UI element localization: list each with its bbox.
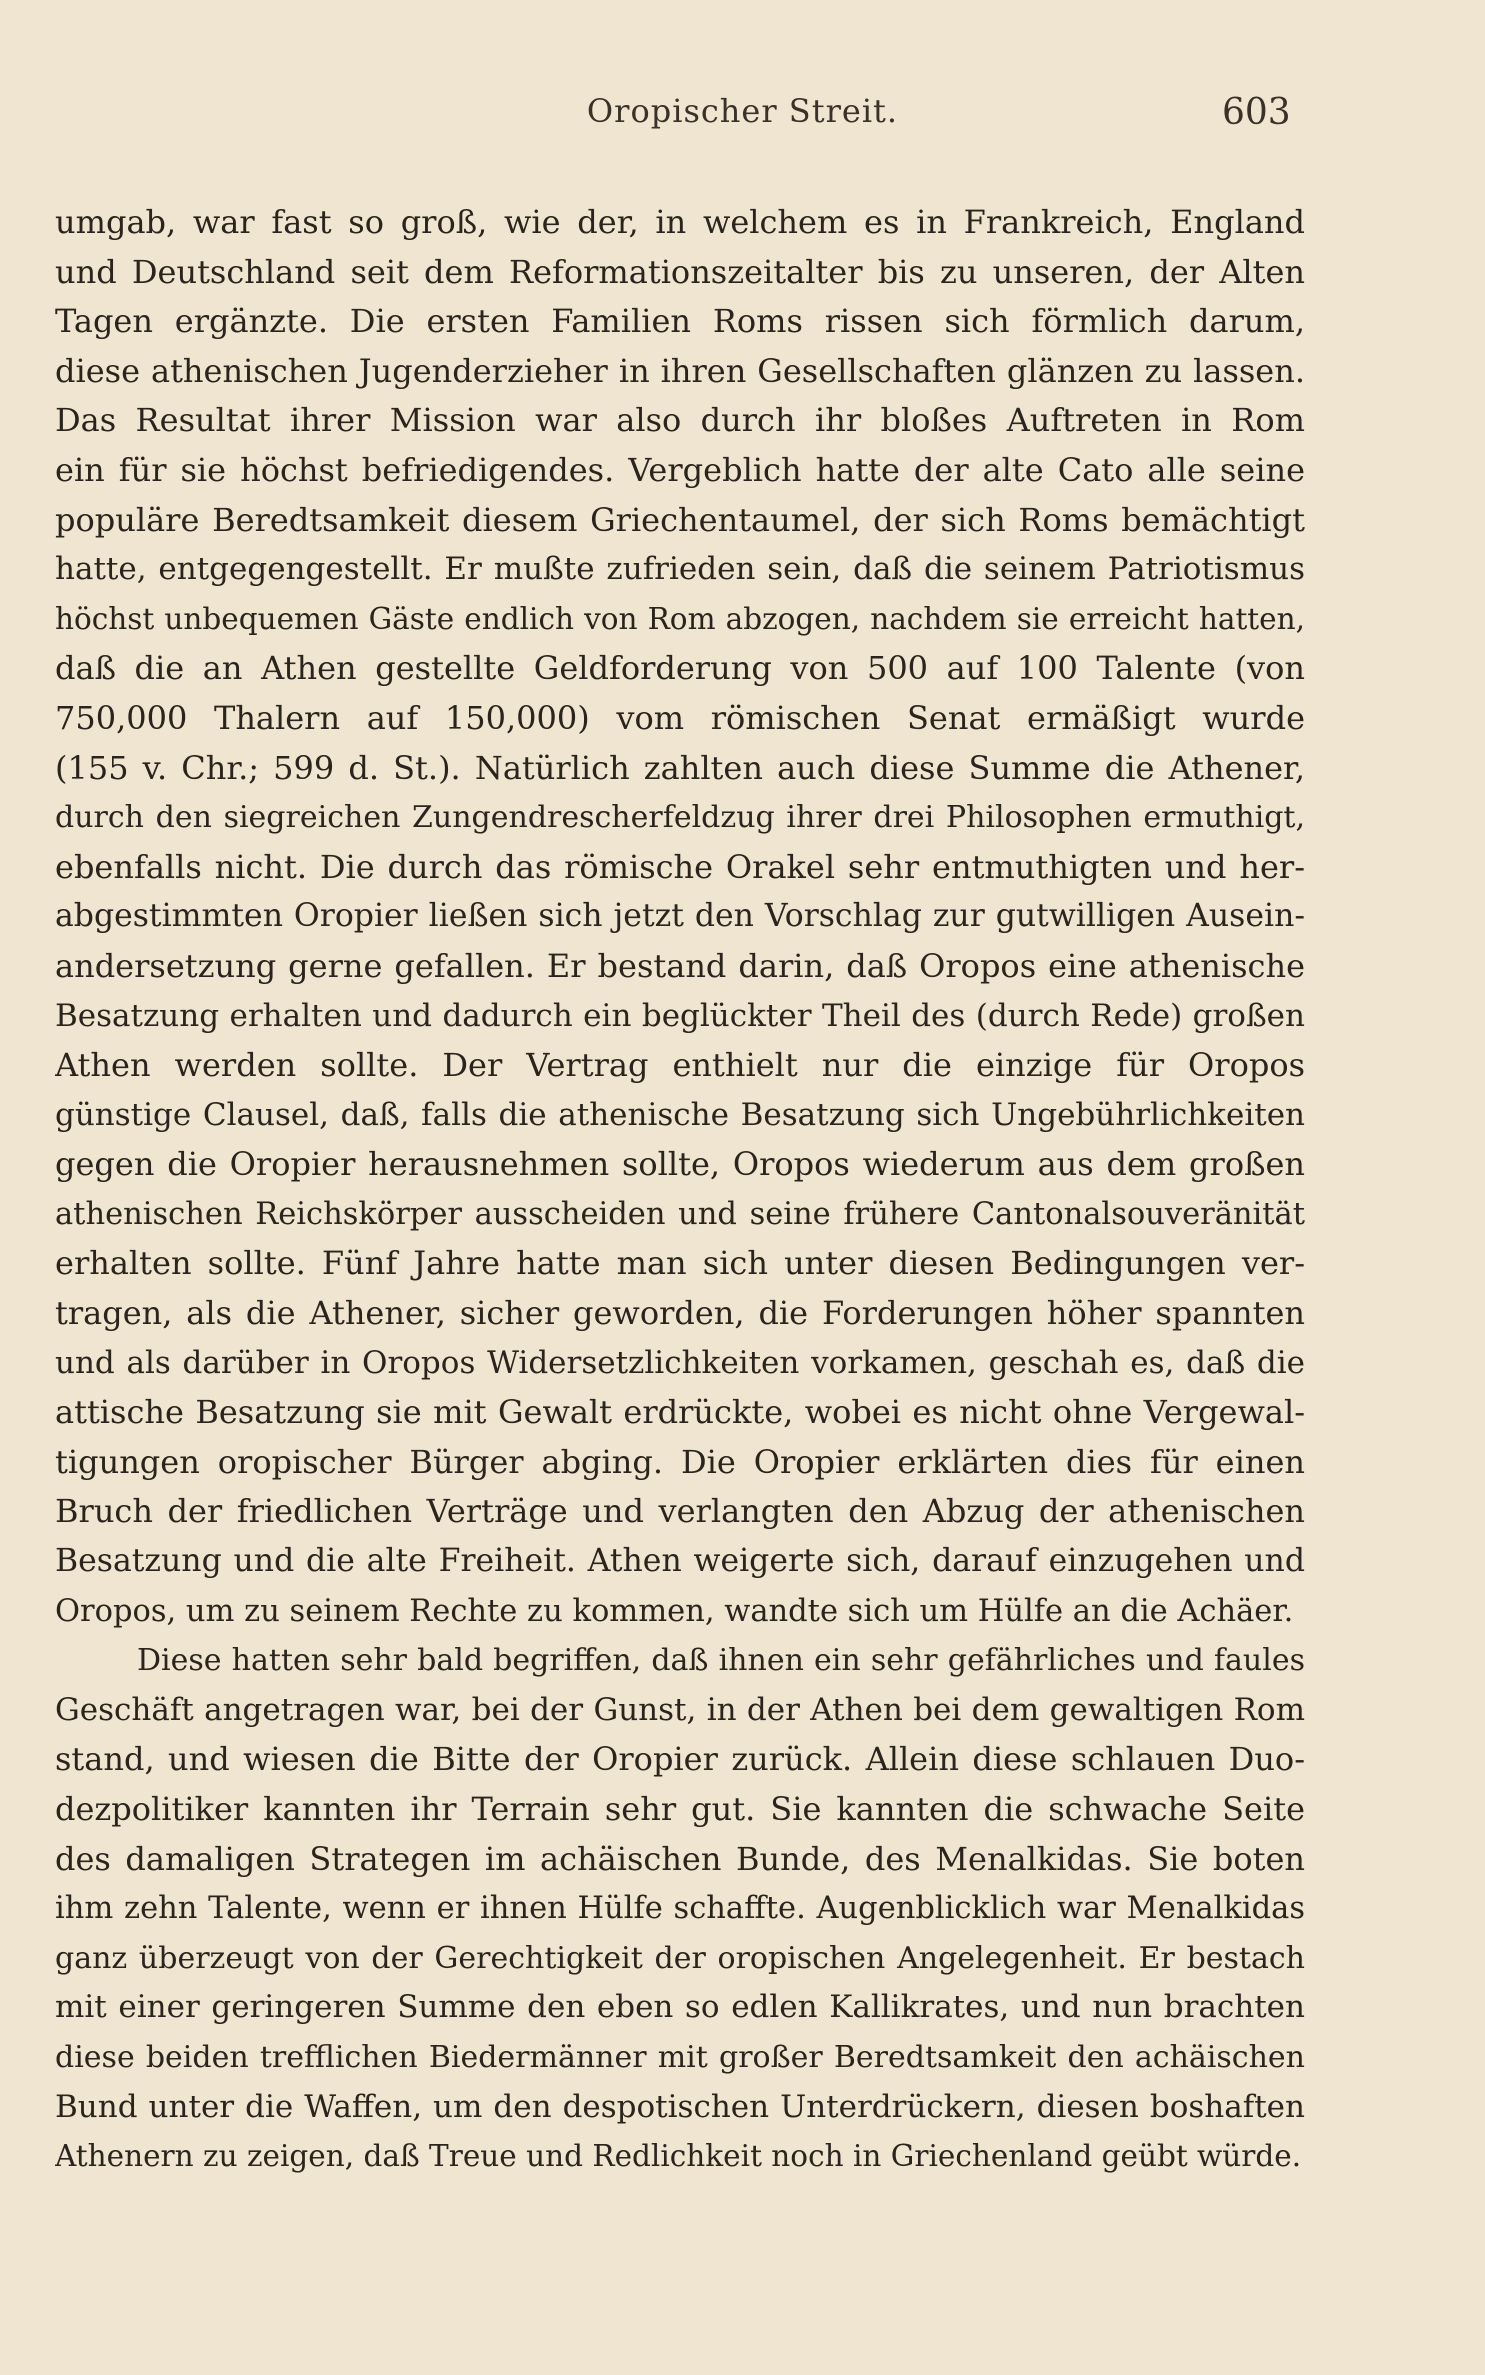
text-line: Oropos, um zu seinem Rechte zu kommen, wandte sich um Hülfe an die Achäer. xyxy=(55,1593,1294,1629)
text-line: attische Besatzung sie mit Gewalt erdrückte, wobei es nicht ohne Vergewal- xyxy=(55,1393,1305,1432)
text-line: 750,000 Thalern auf 150,000) vom römischen Senat ermäßigt wurde xyxy=(55,698,1305,737)
text-line: günstige Clausel, daß, falls die athenische Besatzung sich Ungebührlichkeiten xyxy=(55,1096,1305,1133)
text-line: Besatzung erhalten und dadurch ein beglückter Theil des (durch Rede) großen xyxy=(55,997,1305,1034)
text-line: durch den siegreichen Zungendrescherfeldzug ihrer drei Philosophen ermuthigt, xyxy=(55,800,1305,836)
text-line: Bruch der friedlichen Verträge und verlangten den Abzug der athenischen xyxy=(55,1492,1305,1531)
text-line: athenischen Reichskörper ausscheiden und seine frühere Cantonalsouveränität xyxy=(55,1196,1305,1232)
running-head: Oropischer Streit. xyxy=(586,92,899,130)
text-line: ebenfalls nicht. Die durch das römische Orakel sehr entmuthigten und her- xyxy=(55,847,1305,886)
text-line: diese beiden trefflichen Biedermänner mit großer Beredtsamkeit den achäischen xyxy=(55,2039,1305,2075)
text-line: mit einer geringeren Summe den eben so edlen Kallikrates, und nun brachten xyxy=(55,1989,1305,2026)
text-line: höchst unbequemen Gäste endlich von Rom abzogen, nachdem sie erreicht hatten, xyxy=(55,601,1305,636)
body-text xyxy=(55,198,1305,2182)
text-line: ganz überzeugt von der Gerechtigkeit der oropischen Angelegenheit. Er bestach xyxy=(55,1940,1305,1976)
text-line: tragen, als die Athener, sicher geworden, die Forderungen höher spannten xyxy=(55,1294,1305,1333)
text-line: erhalten sollte. Fünf Jahre hatte man sich unter diesen Bedingungen ver- xyxy=(55,1244,1305,1283)
text-line: Bund unter die Waffen, um den despotischen Unterdrückern, diesen boshaften xyxy=(55,2088,1305,2125)
page-number: 603 xyxy=(1222,92,1291,133)
paragraph-first-line: Diese hatten sehr bald begriffen, daß ihnen ein sehr gefährliches und faules xyxy=(137,1643,1305,1679)
text-line: gegen die Oropier herausnehmen sollte, Oropos wiederum aus dem großen xyxy=(55,1145,1305,1184)
text-line: umgab, war fast so groß, wie der, in welchem es in Frankreich, England xyxy=(55,203,1305,241)
text-line: (155 v. Chr.; 599 d. St.). Natürlich zahlten auch diese Summe die Athener, xyxy=(55,748,1305,787)
text-line: daß die an Athen gestellte Geldforderung von 500 auf 100 Talente (von xyxy=(55,649,1305,688)
text-line: abgestimmten Oropier ließen sich jetzt den Vorschlag zur gutwilligen Ausein- xyxy=(55,898,1305,935)
text-line: ein für sie höchst befriedigendes. Vergeblich hatte der alte Cato alle seine xyxy=(55,450,1305,489)
text-line: Geschäft angetragen war, bei der Gunst, in der Athen bei dem gewaltigen Rom xyxy=(55,1691,1305,1728)
text-line: und Deutschland seit dem Reformationszeitalter bis zu unseren, der Alten xyxy=(55,252,1305,291)
text-line: und als darüber in Oropos Widersetzlichkeiten vorkamen, geschah es, daß die xyxy=(55,1344,1305,1381)
text-line: hatte, entgegengestellt. Er mußte zufrieden sein, daß die seinem Patriotismus xyxy=(55,551,1305,588)
text-line: stand, und wiesen die Bitte der Oropier zurück. Allein diese schlauen Duo- xyxy=(55,1740,1305,1779)
text-line: Besatzung und die alte Freiheit. Athen weigerte sich, darauf einzugehen und xyxy=(55,1543,1305,1580)
text-line: Tagen ergänzte. Die ersten Familien Roms rissen sich förmlich darum, xyxy=(55,302,1305,341)
text-line: andersetzung gerne gefallen. Er bestand darin, daß Oropos eine athenische xyxy=(55,946,1305,985)
text-line: diese athenischen Jugenderzieher in ihren Gesellschaften glänzen zu lassen. xyxy=(55,351,1305,390)
text-line: Athen werden sollte. Der Vertrag enthielt nur die einzige für Oropos xyxy=(55,1046,1305,1085)
text-line: dezpolitiker kannten ihr Terrain sehr gut. Sie kannten die schwache Seite xyxy=(55,1790,1305,1828)
text-line: populäre Beredtsamkeit diesem Griechentaumel, der sich Roms bemächtigt xyxy=(55,500,1305,539)
text-line: des damaligen Strategen im achäischen Bunde, des Menalkidas. Sie boten xyxy=(55,1839,1305,1878)
text-line: Das Resultat ihrer Mission war also durch ihr bloßes Auftreten in Rom xyxy=(55,401,1305,440)
text-line: ihm zehn Talente, wenn er ihnen Hülfe schaffte. Augenblicklich war Menalkidas xyxy=(55,1891,1305,1927)
text-line: Athenern zu zeigen, daß Treue und Redlichkeit noch in Griechenland geübt würde. xyxy=(55,2139,1302,2174)
text-line: tigungen oropischer Bürger abging. Die Oropier erklärten dies für einen xyxy=(55,1442,1305,1481)
